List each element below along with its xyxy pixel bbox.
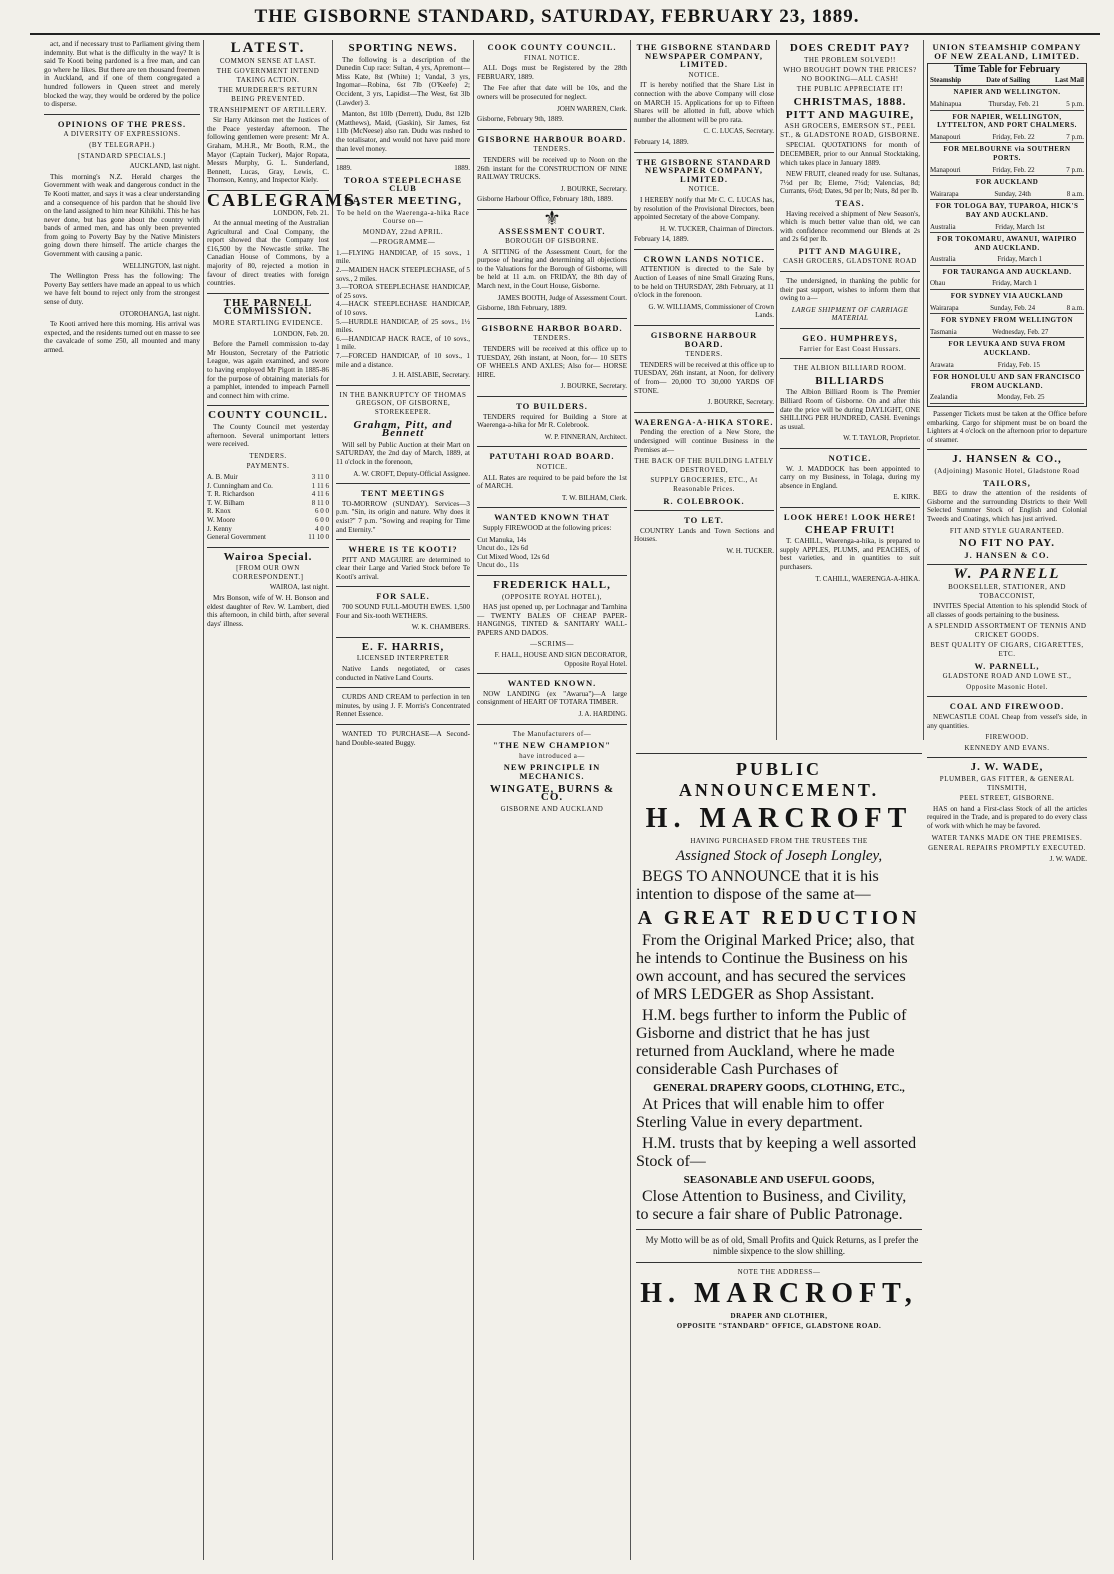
divider	[634, 412, 774, 413]
signature: JAMES BOOTH, Judge of Assessment Court.	[497, 293, 627, 302]
subheading: GISBORNE AND AUCKLAND	[500, 804, 604, 813]
tailors-heading: TAILORS,	[983, 477, 1031, 488]
hansen-heading: J. HANSEN & CO.,	[952, 453, 1062, 466]
ad-text: Having received a shipment of New Season's, which is much better value than old, we can with confidence recommend our Blends at 2s and 2s 6d per lb.	[780, 209, 920, 244]
tolet-heading: TO LET.	[684, 515, 724, 526]
signature: E. KIRK.	[893, 493, 920, 502]
humphreys-heading: GEO. HUMPHREYS,	[802, 333, 898, 344]
divider	[336, 586, 470, 587]
column-7	[927, 40, 1087, 1560]
dateline: LONDON, Feb. 21.	[273, 208, 329, 217]
notice-text: Pending the erection of a New Store, the undersigned will continue Business in the Premises at—	[634, 428, 774, 454]
notice-heading: NOTICE.	[828, 452, 872, 463]
column-1	[44, 40, 200, 1560]
divider	[780, 448, 920, 449]
divider	[336, 539, 470, 540]
divider	[780, 358, 920, 359]
route-block: FOR NAPIER, WELLINGTON, LYTTELTON, AND PORT CHALMERS. Manapouri Friday, Feb. 22 7 p.m.	[930, 113, 1084, 144]
patutahi-heading: PATUTAHI ROAD BOARD.	[489, 451, 615, 462]
subheading: HAVING PURCHASED FROM THE TRUSTEES THE	[690, 837, 868, 845]
programme-item: 4.—HACK STEEPLECHASE HANDICAP, of 10 sovs.	[336, 300, 470, 318]
event-date: MONDAY, 22nd APRIL.	[362, 227, 444, 236]
ad-text: HAS just opened up, per Lochnagar and Tarnhina— TWENTY BALES OF CHEAP PAPER-HANGINGS, TINTED & SANITARY WALL-PAPERS AND DADOS.	[477, 603, 627, 637]
subheading: PAYMENTS.	[246, 462, 290, 471]
cook-heading: COOK COUNTY COUNCIL.	[487, 42, 617, 52]
ad-text: Will sell by Public Auction at their Mart on SATURDAY, the 2nd day of March, 1889, at 11 o'clock in the forenoon,	[336, 440, 470, 466]
price-item: Cut Manuka, 14s	[477, 535, 527, 544]
drapery-heading: GENERAL DRAPERY GOODS, CLOTHING, ETC.,	[653, 1082, 905, 1094]
signature: JOHN WARREN, Clerk.	[557, 104, 627, 113]
column-6	[780, 40, 920, 740]
signature: J. W. WADE.	[1049, 854, 1087, 863]
toroa-heading: TOROA STEEPLECHASE CLUB	[343, 174, 463, 194]
tent-heading: TENT MEETINGS	[361, 488, 445, 499]
wingate-heading: WINGATE, BURNS & CO.	[489, 782, 615, 804]
column-2	[207, 40, 363, 1560]
divider	[636, 1229, 922, 1230]
route-block: FOR HONOLULU AND SAN FRANCISCO FROM AUCKLAND. Zealandia Monday, Feb. 25	[930, 373, 1084, 404]
subheading: —SCRIMS—	[530, 640, 574, 649]
principle-heading: NEW PRINCIPLE IN MECHANICS.	[503, 762, 601, 781]
route-block: NAPIER AND WELLINGTON. Mahinapua Thursday, Feb. 21 5 p.m.	[930, 88, 1084, 110]
subheading: TRANSHIPMENT OF ARTILLERY.	[209, 105, 327, 114]
auctioneer-name: Graham, Pitt, and Bennett	[353, 418, 453, 440]
payment-row: T. W. Bilham 8 11 0	[207, 498, 329, 507]
wade-heading: J. W. WADE,	[970, 761, 1044, 774]
masthead: THE GISBORNE STANDARD, SATURDAY, FEBRUARY 23, 1889.	[254, 6, 860, 27]
forsale-heading: FOR SALE.	[376, 591, 430, 602]
divider	[336, 483, 470, 484]
divider	[477, 396, 627, 397]
subheading: BEST QUALITY OF CIGARS, CIGARETTES, ETC.	[930, 641, 1084, 659]
cablegrams-heading: CABLEGRAMS.	[207, 189, 363, 210]
route-block: FOR MELBOURNE via SOUTHERN PORTS. Manapouri Friday, Feb. 22 7 p.m.	[930, 145, 1084, 176]
subheading: —PROGRAMME—	[370, 238, 436, 247]
signature: W. P. FINNERAN, Architect.	[544, 432, 627, 441]
subheading: LICENSED INTERPRETER	[356, 654, 450, 663]
signature: H. W. TUCKER, Chairman of Directors.	[660, 224, 774, 233]
hansen2-heading: J. HANSEN & CO.	[964, 549, 1050, 560]
divider	[927, 696, 1087, 697]
wanted2-heading: WANTED KNOWN.	[507, 678, 597, 689]
subheading: SUPPLY GROCERIES, ETC., At Reasonable Prices.	[650, 476, 758, 493]
assigned-stock: Assigned Stock of Joseph Longley,	[675, 848, 883, 864]
divider	[780, 328, 920, 329]
article-text: At the annual meeting of the Australian Agricultural and Coal Company, the report showed that the Company lost £16,500 by the Newcastle strike. The Canadian House of Commons, by a majority of 80, rejected a motion in favour of direct treaties with foreign countries.	[207, 219, 329, 288]
wairoa-heading: Wairoa Special.	[223, 550, 313, 563]
divider	[477, 724, 627, 725]
payments-list	[207, 473, 329, 542]
signature: J. A. HARDING.	[578, 710, 627, 719]
notice-text: I HEREBY notify that Mr C. C. LUCAS has, by resolution of the Provisional Directors, been appointed Secretary of the above Company.	[634, 195, 774, 222]
column-divider	[923, 40, 924, 740]
notice-text: IT is hereby notified that the Share List in connection with the above Company will close on MARCH 15. Applications for up to Fifteen Shares will be allotted in full, above which number the allotment will be pro rata.	[634, 81, 774, 124]
payment-row: T. R. Richardson 4 11 6	[207, 490, 329, 499]
divider	[927, 449, 1087, 450]
ad-text: PITT AND MAGUIRE are determined to clear their Large and Varied Stock before Te Kooti's arrival.	[336, 555, 470, 581]
divider	[477, 129, 627, 130]
union-heading: UNION STEAMSHIP COMPANY OF NEW ZEALAND, LIMITED.	[932, 42, 1082, 61]
signature: W. H. TUCKER.	[726, 546, 774, 555]
notice-date: Gisborne, 18th February, 1889.	[477, 304, 567, 313]
ad-text: TO-MORROW (SUNDAY). Services—3 p.m. "Sin, its origin and nature. Why does it exist?" 7 p.m. "Sowing and reaping for Time and Eternity."	[336, 499, 470, 534]
notice-text: ALL Dogs must be Registered by the 28th FEBRUARY, 1889.	[477, 64, 627, 81]
column-divider	[332, 40, 333, 1560]
notice-text: ALL Rates are required to be paid before the 1st of MARCH.	[477, 473, 627, 491]
payment-row: J. Kenny 4 0 0	[207, 524, 329, 533]
credit-heading: DOES CREDIT PAY?	[789, 42, 911, 54]
seasonable-heading: SEASONABLE AND USEFUL GOODS,	[683, 1174, 875, 1186]
subheading: A SPLENDID ASSORTMENT OF TENNIS AND CRICKET GOODS.	[927, 622, 1087, 639]
notice-text: The Fee after that date will be 10s, and the owners will be prosecuted for neglect.	[477, 84, 627, 101]
article-text: Manton, 8st 10lb (Derrett), Dudu, 8st 12lb (Matthews), Maid, (Gaskin), Sir James, 6st 11lb (McNeese) also ran. Dudu was rushed to the totalisator, and would not have paid more than level money.	[336, 110, 470, 153]
ad-text: NOW LANDING (ex "Awarua")—A large consignment of HEART OF TOTARA TIMBER.	[477, 689, 627, 707]
subheading: THE PROBLEM SOLVED!!	[804, 55, 896, 64]
notice-text: ATTENTION is directed to the Sale by Auction of Leases of nine Small Grazing Runs, to be held on THURSDAY, 28th February, at 11 o'clock in the forenoon.	[634, 265, 774, 300]
kooti-heading: WHERE IS TE KOOTI?	[348, 544, 458, 555]
subheading: NOTE THE ADDRESS—	[737, 1268, 821, 1276]
masthead-rule	[30, 33, 1100, 35]
notice-text: TENDERS will be received up to Noon on the 26th instant for the CONSTRUCTION OF NINE RAILWAY TRUCKS.	[477, 155, 627, 182]
programme-list	[336, 249, 470, 369]
payment-row: J. Cunningham and Co. 1 11 6	[207, 481, 329, 490]
divider	[336, 385, 470, 386]
article-text: Sir Harry Atkinson met the Justices of the Peace yesterday afternoon. The following gentlemen were present: Mr A. Graham, M.H.R., Mr Booth, R.M., the Mayor (Captain Tucker), Major Ropata, Messrs Murphy, G. L. Sunderland, Bennett, Lucas, Gray, Lewis, C. Thomson, Kenny, and Inspector Kiely.	[207, 116, 329, 185]
payment-row: A. B. Muir 3 11 0	[207, 472, 329, 481]
marcroft-name-2: H. MARCROFT,	[640, 1278, 918, 1309]
dateline: OTOROHANGA, last night.	[119, 309, 200, 318]
signature: A. W. CROFT, Deputy-Official Assignee.	[353, 469, 470, 478]
parnell-heading: THE PARNELL COMMISSION.	[223, 296, 313, 318]
article-text: This morning's N.Z. Herald charges the Government with weak and dangerous conduct in the Te Kooti matter, and says it was a clear understanding and a consequence of his pardon that he should live on the land assigned to him near Kihikihi. This he has never done, but has gone about the country with bands of armed men, and has only been prevented from going to Poverty Bay by the Native Ministers going down there himself. The article charges the Government with causing a panic.	[44, 172, 200, 259]
marcroft-name: H. MARCROFT	[645, 803, 913, 834]
easter-heading: EASTER MEETING,	[344, 194, 462, 207]
subheading: FIT AND STYLE GUARANTEED.	[949, 526, 1065, 535]
divider	[636, 1262, 922, 1263]
ad-text: INVITES Special Attention to his splendid Stock of all classes of goods pertaining to the business.	[927, 602, 1087, 619]
subheading: TENDERS.	[685, 350, 723, 359]
divider	[634, 249, 774, 250]
cheap-heading: CHEAP FRUIT!	[804, 523, 896, 536]
subheading: COMMON SENSE AT LAST.	[219, 56, 317, 65]
harbour-heading: GISBORNE HARBOUR BOARD.	[650, 330, 758, 349]
subheading: [STANDARD SPECIALS.]	[77, 151, 166, 160]
price-item: Uncut do., 12s 6d	[477, 544, 528, 553]
subheading: WHO BROUGHT DOWN THE PRICES? NO BOOKING—ALL CASH!	[783, 66, 917, 83]
programme-item: 2.—MAIDEN HACK STEEPLECHASE, of 5 sovs., 2 miles.	[336, 266, 470, 283]
ad-text: NEWCASTLE COAL Cheap from vessel's side, in any quantities.	[927, 713, 1087, 730]
column-divider	[630, 40, 631, 1560]
subheading: THE BACK OF THE BUILDING LATELY DESTROYED,	[634, 457, 774, 474]
article-text: The Wellington Press has the following: The Poverty Bay settlers have made an appeal to us which we have felt bound to reject only from the strongest sense of duty.	[44, 272, 200, 307]
timetable-title: Time Table for February	[953, 64, 1061, 76]
ad-text: HAS on hand a First-class Stock of all the articles required in the Trade, and is prepared to do every class of work with which he may be favored.	[927, 804, 1087, 830]
column-3	[336, 40, 470, 1560]
motto-text: My Motto will be as of old, Small Profits and Quick Returns, as I prefer the nimble sixpence to the slow shilling.	[645, 1235, 919, 1256]
std2-heading: THE GISBORNE STANDARD NEWSPAPER COMPANY, LIMITED.	[636, 156, 772, 184]
subheading: PLUMBER, GAS FITTER, & GENERAL TINSMITH,	[939, 775, 1075, 792]
signature: J. BOURKE, Secretary.	[560, 184, 627, 193]
subheading: (OPPOSITE ROYAL HOTEL),	[501, 592, 603, 601]
look-heading: LOOK HERE! LOOK HERE!	[783, 511, 917, 522]
subheading: BOOKSELLER, STATIONER, AND TOBACCONIST,	[948, 582, 1066, 600]
price-item: Uncut do., 11s	[477, 561, 519, 570]
divider	[477, 507, 627, 508]
subheading: TENDERS.	[249, 451, 287, 460]
crest-icon: ⚜	[543, 207, 561, 230]
divider	[634, 152, 774, 153]
route-block: FOR TAURANGA AND AUCKLAND. Ohau Friday, March 1	[930, 268, 1084, 290]
subheading: Opposite Masonic Hotel.	[966, 682, 1048, 691]
subheading: GLADSTONE ROAD AND LOWE ST.,	[942, 672, 1072, 681]
timetable-header: Steamship Date of Sailing Last Mail	[930, 75, 1084, 87]
subheading: KENNEDY AND EVANS.	[964, 743, 1050, 752]
pitt2-heading: PITT AND MAGUIRE,	[798, 245, 902, 256]
store-heading: WAERENGA-A-HIKA STORE.	[634, 416, 774, 427]
subheading: GENERAL REPAIRS PROMPTLY EXECUTED.	[928, 844, 1086, 853]
ad-text: 700 SOUND FULL-MOUTH EWES. 1,500 Four and Six-tooth WETHERS.	[336, 603, 470, 620]
divider	[477, 673, 627, 674]
easter-years: 1889. 1889.	[336, 164, 470, 173]
subheading: ASH GROCERS, EMERSON ST., PEEL ST., & GLADSTONE ROAD, GISBORNE.	[780, 122, 920, 139]
ad-text: The Albion Billiard Room is The Premier Billiard Room of Gisborne. On and after this date the price will be during DAYLIGHT, ONE SHILLING PER HUNDRED, CASH. Evenings as usual.	[780, 388, 920, 431]
ad-text: NEW FRUIT, cleaned ready for use. Sultanas, 7½d per lb; Eleme, 7½d; Valencias, 8d; Currants, 6½d; Dates, 9d per lb; Nuts, 8d per lb.	[780, 170, 920, 196]
payment-row: R. Knox 6 0 0	[207, 507, 329, 516]
notice-date: Gisborne, February 9th, 1889.	[477, 115, 564, 124]
divider	[636, 753, 922, 754]
route-block: FOR LEVUKA AND SUVA FROM AUCKLAND. Arawata Friday, Feb. 15	[930, 340, 1084, 371]
subheading: NOTICE.	[688, 185, 720, 194]
notice-date: February 14, 1889.	[634, 137, 689, 146]
dateline: WELLINGTON, last night.	[122, 261, 200, 270]
signature: J. H. AISLABIE, Secretary.	[392, 371, 470, 380]
column-4	[477, 40, 627, 1560]
subheading: The Manufacturers of—	[512, 729, 592, 738]
article-text: The County Council met yesterday afternoon. Several unimportant letters were received.	[207, 422, 329, 449]
divider	[44, 114, 200, 115]
signature: C. C. LUCAS, Secretary.	[703, 127, 774, 136]
divider	[336, 724, 470, 725]
route-block: FOR SYDNEY FROM WELLINGTON Tasmania Wednesday, Feb. 27	[930, 316, 1084, 338]
subheading: THE PUBLIC APPRECIATE IT!	[796, 85, 904, 94]
notice-text: Passenger Tickets must be taken at the Office before embarking. Cargo for shipment must be on board the Lighters at 4 o'clock on the afternoon prior to departure of steamer.	[927, 410, 1087, 444]
notice-text: A SITTING of the Assessment Court, for the purpose of hearing and determining all objections to the Valuations for the Borough of Gisborne, will be held at 11 a.m. on FRIDAY, the 8th day of March next, in the Court House, Gisborne.	[477, 247, 627, 291]
divider	[336, 637, 470, 638]
notice-text: TENDERS will be received at this office up to TUESDAY, 26th instant, at Noon, for delivery of from— 20,000 TO 30,000 YARDS OF STONE.	[634, 360, 775, 395]
parnell-heading: W. PARNELL	[953, 566, 1061, 583]
builders-heading: TO BUILDERS.	[516, 401, 588, 411]
article-text: Mrs Bonson, wife of W. H. Bonson and eldest daughter of Rev. W. Lambert, died this afternoon, in child birth, after several days' illness.	[207, 594, 329, 628]
harbour2-heading: GISBORNE HARBOR BOARD.	[481, 322, 623, 333]
dateline: LONDON, Feb. 20.	[273, 329, 329, 338]
column-divider	[203, 40, 204, 1560]
pitt-heading: PITT AND MAGUIRE,	[785, 108, 915, 121]
harris-heading: E. F. HARRIS,	[361, 640, 445, 653]
article-text: act, and if necessary trust to Parliament giving them indemnity. But what is the difficulty in the way? It is said Te Kooti being pardoned is a free man, and can go where he likes. But there are ten thousand freemen in Auckland, and if one of them congregated a hundred followers in Queen street and merely blocked the way, they would be ordered by the police to disperse.	[44, 40, 200, 109]
divider	[477, 318, 627, 319]
divider	[207, 547, 329, 548]
route-block: FOR TOKOMARU, AWANUI, WAIPIRO AND AUCKLAND. Australia Friday, March 1	[930, 235, 1084, 266]
ad-text: SPECIAL QUOTATIONS for month of DECEMBER, prior to our Annual Stocktaking, which takes place in January 1889.	[780, 141, 920, 167]
notice-text: COUNTRY Lands and Town Sections and Houses.	[634, 526, 774, 544]
divider	[634, 325, 774, 326]
nofit-heading: NO FIT NO PAY.	[959, 537, 1055, 550]
route-block: FOR AUCKLAND Wairarapa Sunday, 24th 8 a.m.	[930, 178, 1084, 200]
section-heading: OPINIONS OF THE PRESS.	[57, 118, 187, 129]
billiards-heading: BILLIARDS	[815, 374, 885, 387]
divider	[634, 510, 774, 511]
programme-item: 7.—FORCED HANDICAP, of 10 sovs., 1 mile and a distance.	[336, 352, 470, 369]
subheading: TENDERS.	[533, 145, 571, 154]
signature: F. HALL, HOUSE AND SIGN DECORATOR, Opposite Royal Hotel.	[494, 651, 627, 668]
divider	[927, 757, 1087, 758]
subheading: (BY TELEGRAPH.)	[89, 140, 155, 149]
ad-text: Native Lands negotiated, or cases conducted in Native Land Courts.	[336, 665, 470, 682]
latest-heading: LATEST.	[230, 40, 306, 56]
assess-heading: ASSESSMENT COURT.	[498, 225, 606, 236]
column-5	[634, 40, 774, 740]
subheading: DRAPER AND CLOTHIER,	[730, 1312, 828, 1320]
subheading: WATER TANKS MADE ON THE PREMISES.	[931, 833, 1083, 842]
notice-text: Supply FIREWOOD at the following prices:	[483, 523, 612, 532]
column-divider	[776, 40, 777, 740]
article-text: Te Kooti arrived here this morning. His arrival was expected, and the residents turned out en masse to see the cavalcade of some 250, all mounted and many armed.	[44, 320, 200, 354]
timetable	[927, 63, 1087, 407]
signature: R. COLEBROOK.	[663, 495, 745, 506]
dateline: AUCKLAND, last night.	[129, 162, 200, 171]
subheading: FINAL NOTICE.	[523, 53, 580, 62]
divider	[207, 293, 329, 294]
programme-item: 5.—HURDLE HANDICAP, of 25 sovs., 1½ miles.	[336, 317, 470, 335]
signature: J. BOURKE, Secretary.	[560, 382, 627, 391]
subheading: NOTICE.	[688, 70, 720, 79]
divider	[477, 575, 627, 576]
subheading: THE GOVERNMENT INTEND TAKING ACTION.	[216, 67, 320, 84]
subheading: FIREWOOD.	[985, 733, 1029, 742]
signature: W. T. TAYLOR, Proprietor.	[843, 434, 920, 443]
signature: W. K. CHAMBERS.	[411, 623, 470, 632]
signature: G. W. WILLIAMS, Commissioner of Crown Lands.	[648, 302, 774, 320]
ad-text: T. CAHILL, Waerenga-a-hika, is prepared to supply APPLES, PLUMS, and PEACHES, of best varieties, and in quantities to suit purchasers.	[780, 537, 920, 571]
subheading: CASH GROCERS, GLADSTONE ROAD	[783, 257, 917, 266]
council-heading: COUNTY COUNCIL.	[208, 409, 328, 422]
route-block: FOR TOLOGA BAY, TUPAROA, HICK'S BAY AND AUCKLAND. Australia Friday, March 1st	[930, 202, 1084, 233]
ad-text: BEGS TO ANNOUNCE that it is his intention to dispose of the same at—	[636, 868, 879, 903]
price-item: Cut Mixed Wood, 12s 6d	[477, 552, 550, 561]
subheading: have introduced a—	[519, 751, 585, 760]
signature: T. CAHILL, WAERENGA-A-HIKA.	[815, 574, 920, 583]
payment-row: General Government 11 10 0	[207, 533, 329, 542]
public-announcement	[636, 748, 922, 1553]
notice-date: February 14, 1889.	[634, 235, 689, 244]
crown-heading: CROWN LANDS NOTICE.	[643, 253, 765, 264]
coal-heading: COAL AND FIREWOOD.	[949, 701, 1065, 712]
divider	[927, 564, 1087, 565]
subheading: (Adjoining) Masonic Hotel, Gladstone Road	[934, 466, 1080, 475]
notice-text: TENDERS required for Building a Store at Waerenga-a-hika for Mr R. Colebrook.	[477, 412, 627, 430]
route-block: FOR SYDNEY VIA AUCKLAND Wairarapa Sunday, Feb. 24 8 a.m.	[930, 292, 1084, 314]
programme-item: 3.—TOROA STEEPLECHASE HANDICAP, of 25 sovs.	[336, 283, 470, 300]
subheading: NOTICE.	[536, 462, 568, 471]
subheading: LARGE SHIPMENT OF CARRIAGE MATERIAL	[791, 305, 909, 323]
ad-text: H.M. trusts that by keeping a well assorted Stock of—	[636, 1135, 917, 1170]
subheading: Farrier for East Coast Hussars.	[799, 344, 901, 353]
article-text: The following is a description of the Dunedin Cup race: Sultan, 4 yrs, Apremont—Miss Kate, 8st (White) 1; Vandal, 3 yrs, Ingomar—Robina, 6st 7lb (O'Keefe) 2; Occident, 3 yrs, Lapidist—The West, 6st 3lb (Lawder) 3.	[336, 55, 470, 107]
address: OPPOSITE "STANDARD" OFFICE, GLADSTONE ROAD.	[676, 1322, 882, 1330]
ad-text: At Prices that will enable him to offer Sterling Value in every department.	[636, 1096, 884, 1131]
divider	[336, 687, 470, 688]
hall-heading: FREDERICK HALL,	[493, 578, 611, 591]
ad-text: H.M. begs further to inform the Public of Gisborne and district that he has just returned from Auckland, where he made considerable Cash Purchases of	[636, 1007, 907, 1078]
std-heading: THE GISBORNE STANDARD NEWSPAPER COMPANY, LIMITED.	[636, 42, 772, 70]
subheading: THE ALBION BILLIARD ROOM.	[793, 364, 907, 373]
parnell2-heading: W. PARNELL,	[974, 660, 1040, 671]
programme-item: 6.—HANDICAP HACK RACE, of 10 sovs., 1 mile.	[336, 334, 470, 352]
ad-text: From the Original Marked Price; also, that he intends to Continue the Business on his own account, and has secured the services of MRS LEDGER as Shop Assistant.	[636, 932, 915, 1003]
dateline: WAIROA, last night.	[269, 583, 329, 592]
divider	[477, 446, 627, 447]
xmas-heading: CHRISTMAS, 1888.	[793, 95, 907, 108]
ad-text: WANTED TO PURCHASE—A Second-hand Double-seated Buggy.	[336, 730, 470, 747]
subheading: BOROUGH OF GISBORNE.	[505, 237, 599, 246]
ad-text: CURDS AND CREAM to perfection in ten minutes, by using J. F. Morris's Concentrated Rennet Essence.	[336, 693, 470, 719]
ad-text: The undersigned, in thanking the public for their past support, wishes to inform them that owing to a—	[780, 277, 920, 303]
ad-text: BEG to draw the attention of the residents of Gisborne and the surrounding Districts to their Well Selected Summer Stock of English and Colonial Tweeds and Coatings, which has just arrived.	[927, 489, 1087, 523]
divider	[780, 507, 920, 508]
reduction-heading: A GREAT REDUCTION	[637, 907, 921, 929]
ad-text: Close Attention to Business, and Civility, to secure a fair share of Public Patronage.	[636, 1188, 907, 1223]
column-divider	[473, 40, 474, 1560]
announcement-title: PUBLIC ANNOUNCEMENT.	[678, 759, 880, 800]
subheading: IN THE BANKRUPTCY OF THOMAS GREGSON, OF GISBORNE, STOREKEEPER.	[339, 390, 467, 416]
notice-date: Gisborne Harbour Office, February 18th, 1889.	[477, 195, 613, 204]
divider	[336, 158, 470, 159]
signature: T. W. BILHAM, Clerk.	[561, 493, 627, 502]
harbour-heading: GISBORNE HARBOUR BOARD.	[477, 133, 627, 144]
subheading: [FROM OUR OWN CORRESPONDENT.]	[232, 564, 304, 581]
subheading: To be held on the Waerenga-a-hika Race Course on—	[336, 208, 470, 226]
ad-text: W. J. MADDOCK has been appointed to carry on my Business, in Tolaga, during my absence in England.	[780, 464, 920, 490]
subheading: A DIVERSITY OF EXPRESSIONS.	[63, 130, 181, 139]
programme-item: 1.—FLYING HANDICAP, of 15 sovs., 1 mile.	[336, 248, 470, 266]
subheading: PEEL STREET, GISBORNE.	[959, 794, 1055, 803]
teas-heading: TEAS.	[835, 197, 865, 208]
wanted-heading: WANTED KNOWN THAT	[494, 512, 610, 523]
payment-row: W. Moore 6 0 0	[207, 515, 329, 524]
notice-text: TENDERS will be received at this office up to TUESDAY, 26th instant, at Noon, for— 10 SETS OF WHEELS AND AXLES; Also for— HORSE HIRE.	[477, 345, 627, 379]
subheading: THE MURDERER'S RETURN BEING PREVENTED.	[218, 86, 318, 103]
subheading: TENDERS.	[533, 334, 571, 343]
article-text: Before the Parnell commission to-day Mr Houston, Secretary of the Patriotic League, was again examined, and swore to having employed Mr Pigott in 1885-86 for the purpose of obtaining materials for a pamphlet, intended to impeach Parnell and connect him with crime.	[207, 340, 329, 400]
subheading: MORE STARTLING EVIDENCE.	[212, 319, 324, 328]
champion-heading: "THE NEW CHAMPION"	[493, 740, 611, 751]
signature: J. BOURKE, Secretary.	[707, 398, 774, 407]
divider	[207, 405, 329, 406]
divider	[780, 271, 920, 272]
sporting-heading: SPORTING NEWS.	[348, 42, 458, 54]
